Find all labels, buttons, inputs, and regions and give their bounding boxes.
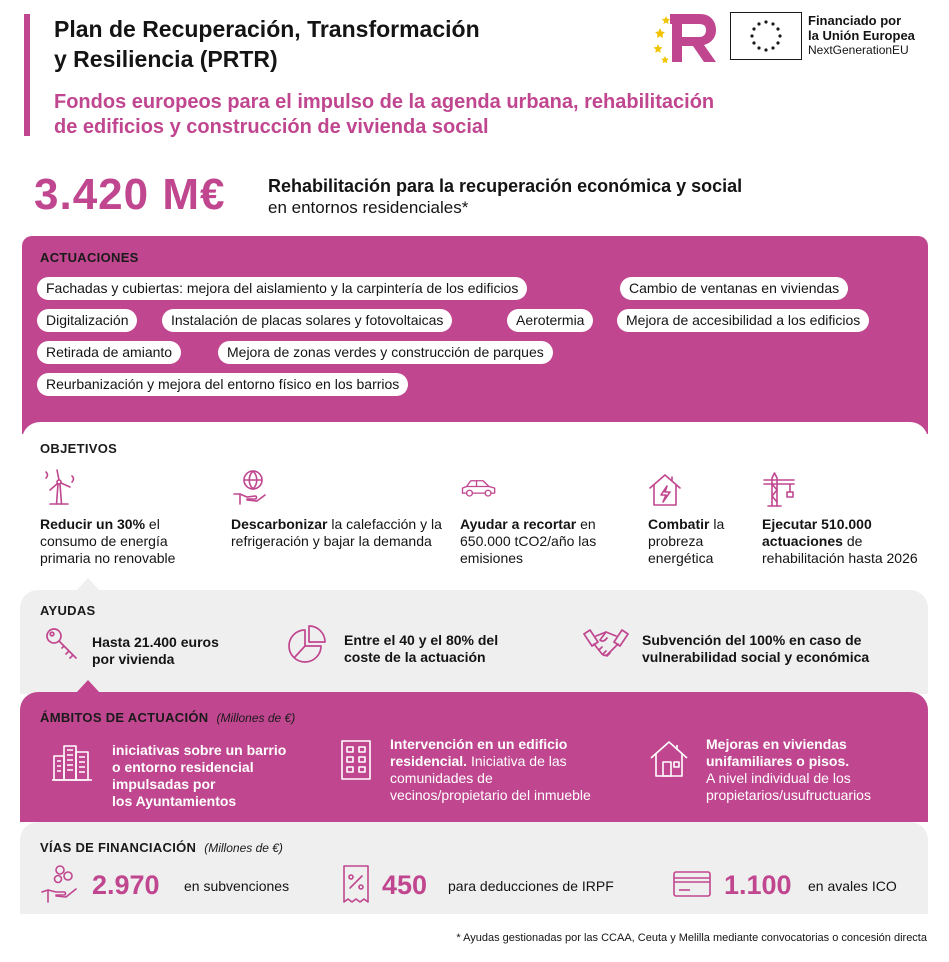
- ayuda-line: Entre el 40 y el 80% del: [344, 632, 499, 648]
- actuacion-pill: Fachadas y cubiertas: mejora del aislamiento y la carpintería de los edificios: [37, 277, 527, 300]
- ayuda-line: por vivienda: [92, 651, 175, 667]
- via-label: en subvenciones: [184, 878, 290, 894]
- objetivo-rest: la calefacción y la refrigeración y bajar la demanda: [231, 516, 442, 549]
- ambito-text: [112, 742, 286, 810]
- ayuda-text: [92, 634, 219, 668]
- via-value: 450: [382, 870, 428, 900]
- eu-funding-text: [808, 13, 915, 58]
- objetivo-rest: la probreza energética: [648, 516, 725, 566]
- ambito-line: Iniciativa de las: [470, 753, 567, 769]
- eu-line-1: Financiado por: [808, 13, 902, 28]
- ambito-line: comunidades de: [390, 770, 493, 786]
- ayudas-heading: AYUDAS: [40, 603, 96, 618]
- title-line-1: Plan de Recuperación, Transformación: [54, 16, 480, 42]
- vias-heading: [40, 840, 283, 855]
- ayuda-text: [344, 632, 498, 666]
- wind-turbine-icon: [40, 468, 78, 506]
- objetivos-heading: OBJETIVOS: [40, 441, 118, 456]
- actuaciones-section: [22, 236, 928, 434]
- ayuda-line: Hasta 21.400 euros: [92, 634, 219, 650]
- coins-hand-icon: [40, 864, 80, 904]
- page-title: [54, 14, 614, 74]
- objetivo-text: [231, 516, 446, 550]
- via-value: 2.970: [92, 870, 160, 900]
- card-icon: [672, 870, 712, 898]
- actuacion-pill: Aerotermia: [507, 309, 593, 332]
- actuacion-pill: Digitalización: [37, 309, 137, 332]
- actuaciones-heading: ACTUACIONES: [40, 250, 139, 265]
- ambito-text: [706, 736, 871, 804]
- total-desc-line-1: Rehabilitación para la recuperación económica y social: [268, 176, 743, 196]
- vias-heading-text: VÍAS DE FINANCIACIÓN: [40, 840, 197, 855]
- energy-house-icon: [646, 470, 684, 508]
- prtr-logo-icon: [652, 10, 718, 66]
- ambitos-heading: [40, 710, 295, 725]
- ambito-line: impulsadas por: [112, 776, 216, 792]
- city-icon: [50, 740, 94, 782]
- objetivo-bold: Ayudar a recortar: [460, 516, 577, 532]
- vias-section: [20, 822, 928, 914]
- pie-chart-icon: [286, 624, 328, 666]
- objetivo-text: [460, 516, 620, 567]
- page-subtitle: [54, 90, 854, 140]
- ambito-line: iniciativas sobre un barrio: [112, 742, 287, 758]
- ambitos-unit: (Millones de €): [216, 711, 296, 725]
- eu-line-2: la Unión Europea: [808, 28, 915, 43]
- ambito-text: [390, 736, 591, 804]
- ambito-line: propietarios/usufructuarios: [706, 787, 871, 803]
- ayuda-line: Subvención del 100% en caso de: [642, 632, 862, 648]
- ambito-line: vecinos/propietario del inmueble: [390, 787, 591, 803]
- ayudas-pointer: [76, 578, 100, 591]
- eu-flag: [730, 12, 802, 60]
- building-icon: [338, 738, 374, 782]
- key-icon: [44, 626, 80, 662]
- crane-icon: [760, 470, 798, 508]
- objetivo-bold: Descarbonizar: [231, 516, 328, 532]
- via-label: en avales ICO: [808, 878, 897, 894]
- total-amount: 3.420 M€: [34, 170, 226, 219]
- receipt-icon: [340, 864, 372, 904]
- footnote: * Ayudas gestionadas por las CCAA, Ceuta y Melilla mediante convocatorias o concesión directa: [456, 932, 927, 944]
- ambitos-heading-text: ÁMBITOS DE ACTUACIÓN: [40, 710, 209, 725]
- total-description: [268, 175, 742, 219]
- title-line-2: y Resiliencia (PRTR): [54, 46, 278, 72]
- car-icon: [460, 470, 498, 508]
- house-icon: [648, 738, 690, 780]
- objetivo-bold: Combatir: [648, 516, 710, 532]
- objetivo-bold: Reducir un 30%: [40, 516, 146, 532]
- objetivo-text: [40, 516, 220, 567]
- vias-unit: (Millones de €): [204, 841, 283, 855]
- subtitle-line-2: de edificios y construcción de vivienda social: [54, 116, 489, 138]
- ayuda-line: vulnerabilidad social y económica: [642, 649, 870, 665]
- actuacion-pill: Reurbanización y mejora del entorno físico en los barrios: [37, 373, 408, 396]
- objetivo-text: [762, 516, 922, 567]
- globe-hand-icon: [231, 468, 269, 506]
- objetivo-text: [648, 516, 748, 567]
- handshake-icon: [582, 624, 630, 666]
- actuacion-pill: Cambio de ventanas en viviendas: [620, 277, 848, 300]
- subtitle-line-1: Fondos europeos para el impulso de la agenda urbana, rehabilitación: [54, 91, 715, 113]
- via-value: 1.100: [724, 870, 792, 900]
- ayuda-text: [642, 632, 869, 666]
- actuacion-pill: Instalación de placas solares y fotovoltaicas: [162, 309, 452, 332]
- total-desc-line-2: en entornos residenciales*: [268, 198, 469, 217]
- actuacion-pill: Mejora de zonas verdes y construcción de parques: [218, 341, 553, 364]
- objetivo-bold: Ejecutar 510.000 actuaciones: [762, 516, 872, 549]
- objetivo-rest: de rehabilitación hasta 2026: [762, 533, 918, 566]
- ambito-line: unifamiliares o pisos.: [706, 753, 850, 769]
- ambitos-pointer: [76, 680, 100, 693]
- actuacion-pill: Mejora de accesibilidad a los edificios: [617, 309, 869, 332]
- objetivo-rest: el consumo de energía primaria no renovable: [40, 516, 176, 566]
- ambito-line: A nivel individual de los: [706, 770, 851, 786]
- ambito-line: los Ayuntamientos: [112, 793, 237, 809]
- objetivo-rest: en 650.000 tCO2/año las emisiones: [460, 516, 597, 566]
- eu-stars-icon: [731, 13, 801, 59]
- ambito-line: Intervención en un edificio: [390, 736, 568, 752]
- ambito-line: Mejoras en viviendas: [706, 736, 847, 752]
- via-label: para deducciones de IRPF: [448, 878, 614, 894]
- eu-line-3: NextGenerationEU: [808, 43, 909, 57]
- ayuda-line: coste de la actuación: [344, 649, 486, 665]
- header-accent-bar: [24, 14, 30, 136]
- ambito-line: residencial.: [390, 753, 468, 769]
- ambito-line: o entorno residencial: [112, 759, 254, 775]
- actuacion-pill: Retirada de amianto: [37, 341, 181, 364]
